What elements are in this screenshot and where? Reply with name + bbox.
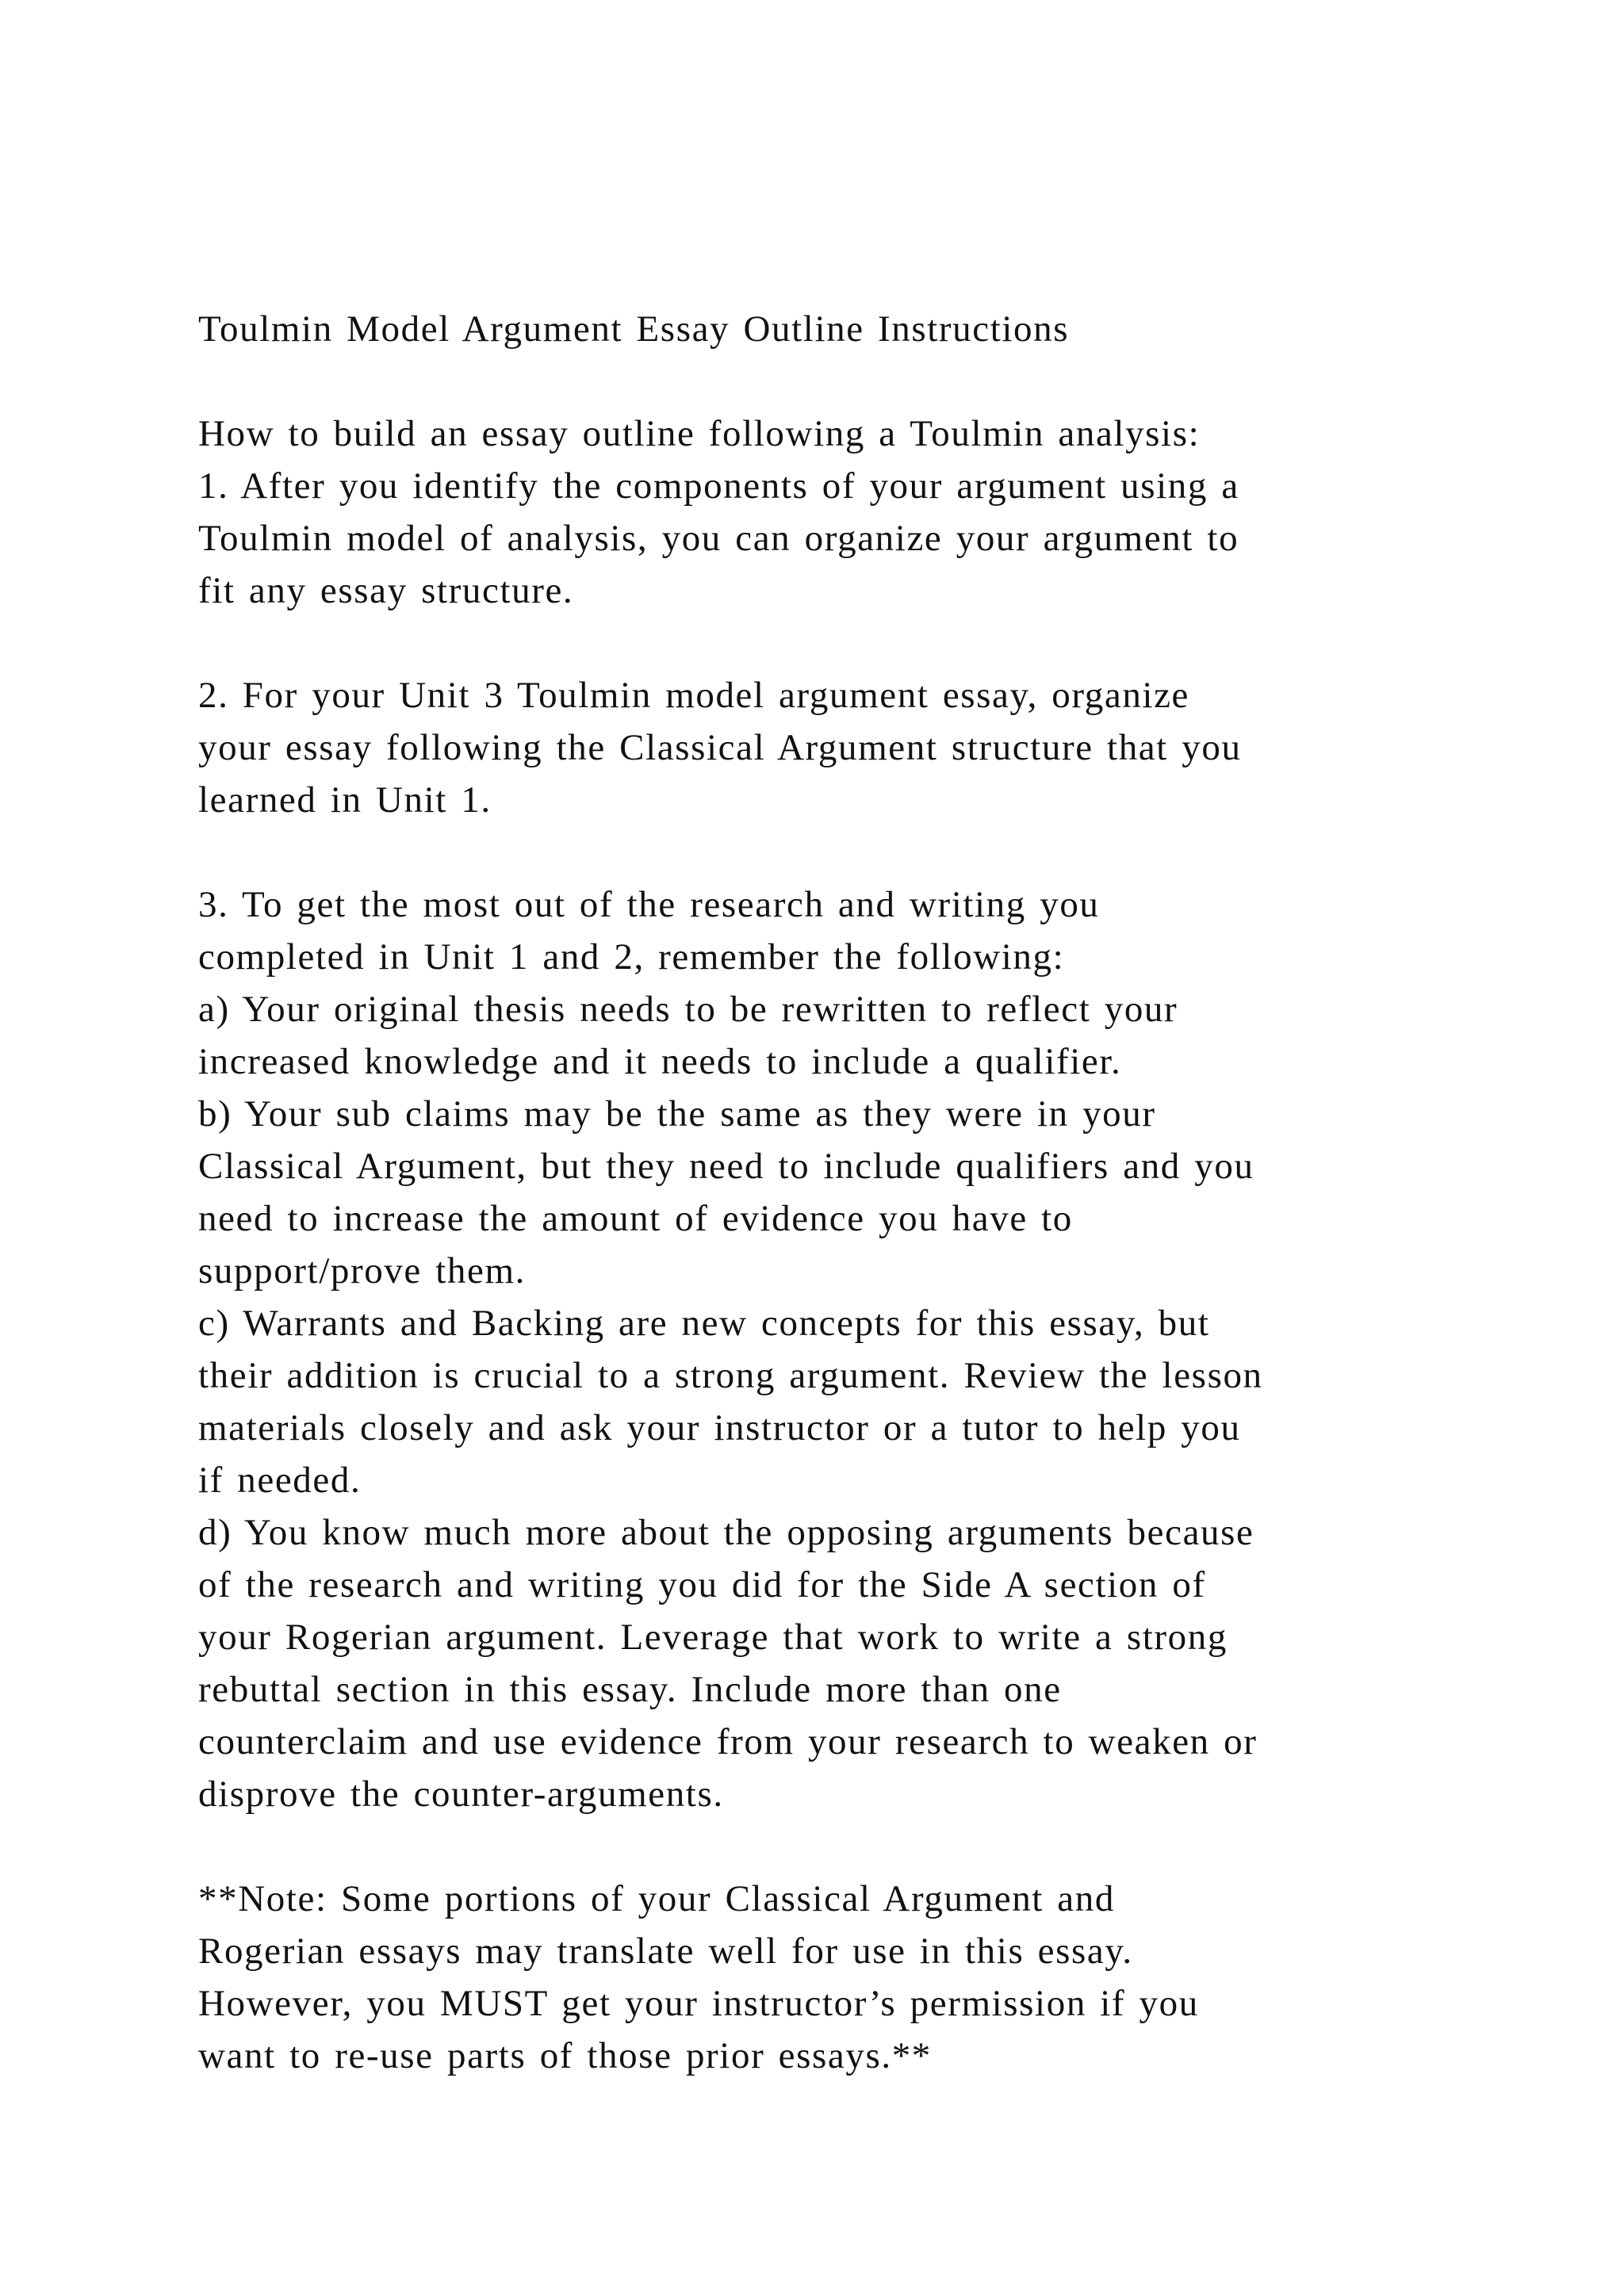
sub-item-d-line: disprove the counter-arguments. <box>198 1774 724 1815</box>
note-line: However, you MUST get your instructor’s permission if you <box>198 1983 1199 2024</box>
blank-line <box>198 617 1435 669</box>
sub-item-b <box>198 1088 1435 1297</box>
document-body <box>198 303 1435 2082</box>
item-3-line: completed in Unit 1 and 2, remember the following: <box>198 936 1065 978</box>
sub-item-b-line: support/prove them. <box>198 1250 526 1292</box>
item-1 <box>198 460 1435 617</box>
sub-item-a-line: a) Your original thesis needs to be rewritten to reflect your <box>198 989 1178 1030</box>
item-2-line: 2. For your Unit 3 Toulmin model argument essay, organize <box>198 675 1190 716</box>
sub-item-a <box>198 983 1435 1088</box>
note-paragraph <box>198 1873 1435 2082</box>
sub-item-d-line: rebuttal section in this essay. Include more than one <box>198 1669 1062 1710</box>
blank-line <box>198 355 1435 408</box>
note-line: want to re-use parts of those prior essays.** <box>198 2035 932 2076</box>
intro-line: How to build an essay outline following a Toulmin analysis: <box>198 413 1201 454</box>
item-1-line: Toulmin model of analysis, you can organize your argument to <box>198 518 1239 559</box>
blank-line <box>198 1820 1435 1873</box>
item-3-line: 3. To get the most out of the research and writing you <box>198 884 1100 925</box>
document-title: Toulmin Model Argument Essay Outline Instructions <box>198 308 1070 350</box>
item-2 <box>198 669 1435 826</box>
item-2-line: your essay following the Classical Argument structure that you <box>198 727 1242 768</box>
note-line: Rogerian essays may translate well for use in this essay. <box>198 1931 1133 1972</box>
sub-item-a-line: increased knowledge and it needs to include a qualifier. <box>198 1041 1122 1082</box>
sub-item-d-line: your Rogerian argument. Leverage that work to write a strong <box>198 1617 1228 1658</box>
item-1-line: 1. After you identify the components of your argument using a <box>198 465 1239 507</box>
sub-item-c-line: c) Warrants and Backing are new concepts for this essay, but <box>198 1303 1210 1344</box>
sub-item-c-line: materials closely and ask your instructor or a tutor to help you <box>198 1407 1241 1448</box>
blank-line <box>198 826 1435 878</box>
sub-item-c <box>198 1297 1435 1506</box>
sub-item-d-line: d) You know much more about the opposing arguments because <box>198 1512 1254 1553</box>
item-3 <box>198 878 1435 983</box>
note-line: **Note: Some portions of your Classical Argument and <box>198 1878 1115 1919</box>
sub-item-b-line: Classical Argument, but they need to include qualifiers and you <box>198 1146 1254 1187</box>
sub-item-d-line: of the research and writing you did for the Side A section of <box>198 1564 1206 1605</box>
sub-item-b-line: need to increase the amount of evidence you have to <box>198 1198 1073 1239</box>
item-2-line: learned in Unit 1. <box>198 779 492 821</box>
sub-item-c-line: their addition is crucial to a strong argument. Review the lesson <box>198 1355 1263 1396</box>
sub-item-c-line: if needed. <box>198 1460 362 1501</box>
sub-item-d-line: counterclaim and use evidence from your research to weaken or <box>198 1721 1258 1762</box>
sub-item-d <box>198 1506 1435 1820</box>
sub-item-b-line: b) Your sub claims may be the same as they were in your <box>198 1093 1156 1135</box>
item-1-line: fit any essay structure. <box>198 570 574 611</box>
